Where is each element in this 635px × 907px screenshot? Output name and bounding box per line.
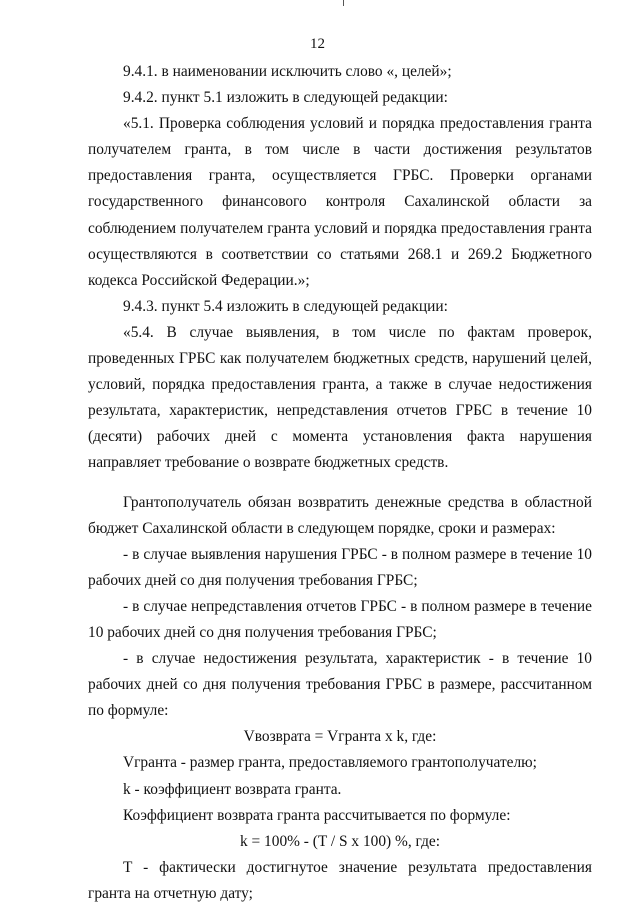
paragraph-9-4-3: 9.4.3. пункт 5.4 изложить в следующей редакции: (123, 297, 448, 315)
formula-refund-volume: Vвозврата = Vгранта x k, где: (243, 728, 437, 746)
formula-coefficient: k = 100% - (T / S x 100) %, где: (239, 832, 441, 850)
definition-t: T - фактически достигнутое значение результата предоставления гранта на отчетную дату; (88, 858, 592, 902)
paragraph-coefficient-formula-intro: Коэффициент возврата гранта рассчитывается по формуле: (123, 806, 511, 824)
list-item-not-achieved: - в случае недостижения результата, характеристик - в течение 10 рабочих дней со дня получения требования ГРБС в размере, рассчитанном по формуле: (88, 650, 592, 720)
list-item-violation: - в случае выявления нарушения ГРБС - в полном размере в течение 10 рабочих дней со дня получения требования ГРБС; (88, 545, 592, 589)
paragraph-5-4-text: «5.4. В случае выявления, в том числе по фактам проверок, проведенных ГРБС как получателем бюджетных средств, нарушений целей, условий, порядка предоставления гранта, а также в случае недостижения результата, характеристик, непредставления отчетов ГРБС в течение 10 (десяти) рабочих дней с момента установления факта нарушения направляет требование о возврате бюджетных средств. (88, 323, 592, 472)
definition-v-grant: Vгранта - размер гранта, предоставляемого грантополучателю; (123, 754, 537, 772)
page-number: 12 (310, 36, 325, 52)
scan-mark (343, 0, 344, 6)
paragraph-5-1-text: «5.1. Проверка соблюдения условий и порядка предоставления гранта получателем гранта, в том числе в части достижения результатов предоставления гранта, осуществляется ГРБС. Проверки органами государственного финансового контроля Сахалинской области за соблюдением получателем гранта условий и порядка предоставления гранта осуществляются в соответствии со статьями 268.1 и 269.2 Бюджетного кодекса Российской Федерации.»; (88, 115, 592, 289)
document-body (88, 59, 592, 907)
paragraph-refund-obligation: Грантополучатель обязан возвратить денежные средства в областной бюджет Сахалинской области в следующем порядке, сроки и размерах: (88, 493, 592, 537)
paragraph-9-4-1: 9.4.1. в наименовании исключить слово «, целей»; (123, 63, 452, 80)
paragraph-9-4-2: 9.4.2. пункт 5.1 изложить в следующей редакции: (123, 89, 448, 107)
list-item-no-reports: - в случае непредставления отчетов ГРБС - в полном размере в течение 10 рабочих дней со дня получения требования ГРБС; (88, 597, 592, 641)
definition-k: k - коэффициент возврата гранта. (123, 780, 342, 798)
